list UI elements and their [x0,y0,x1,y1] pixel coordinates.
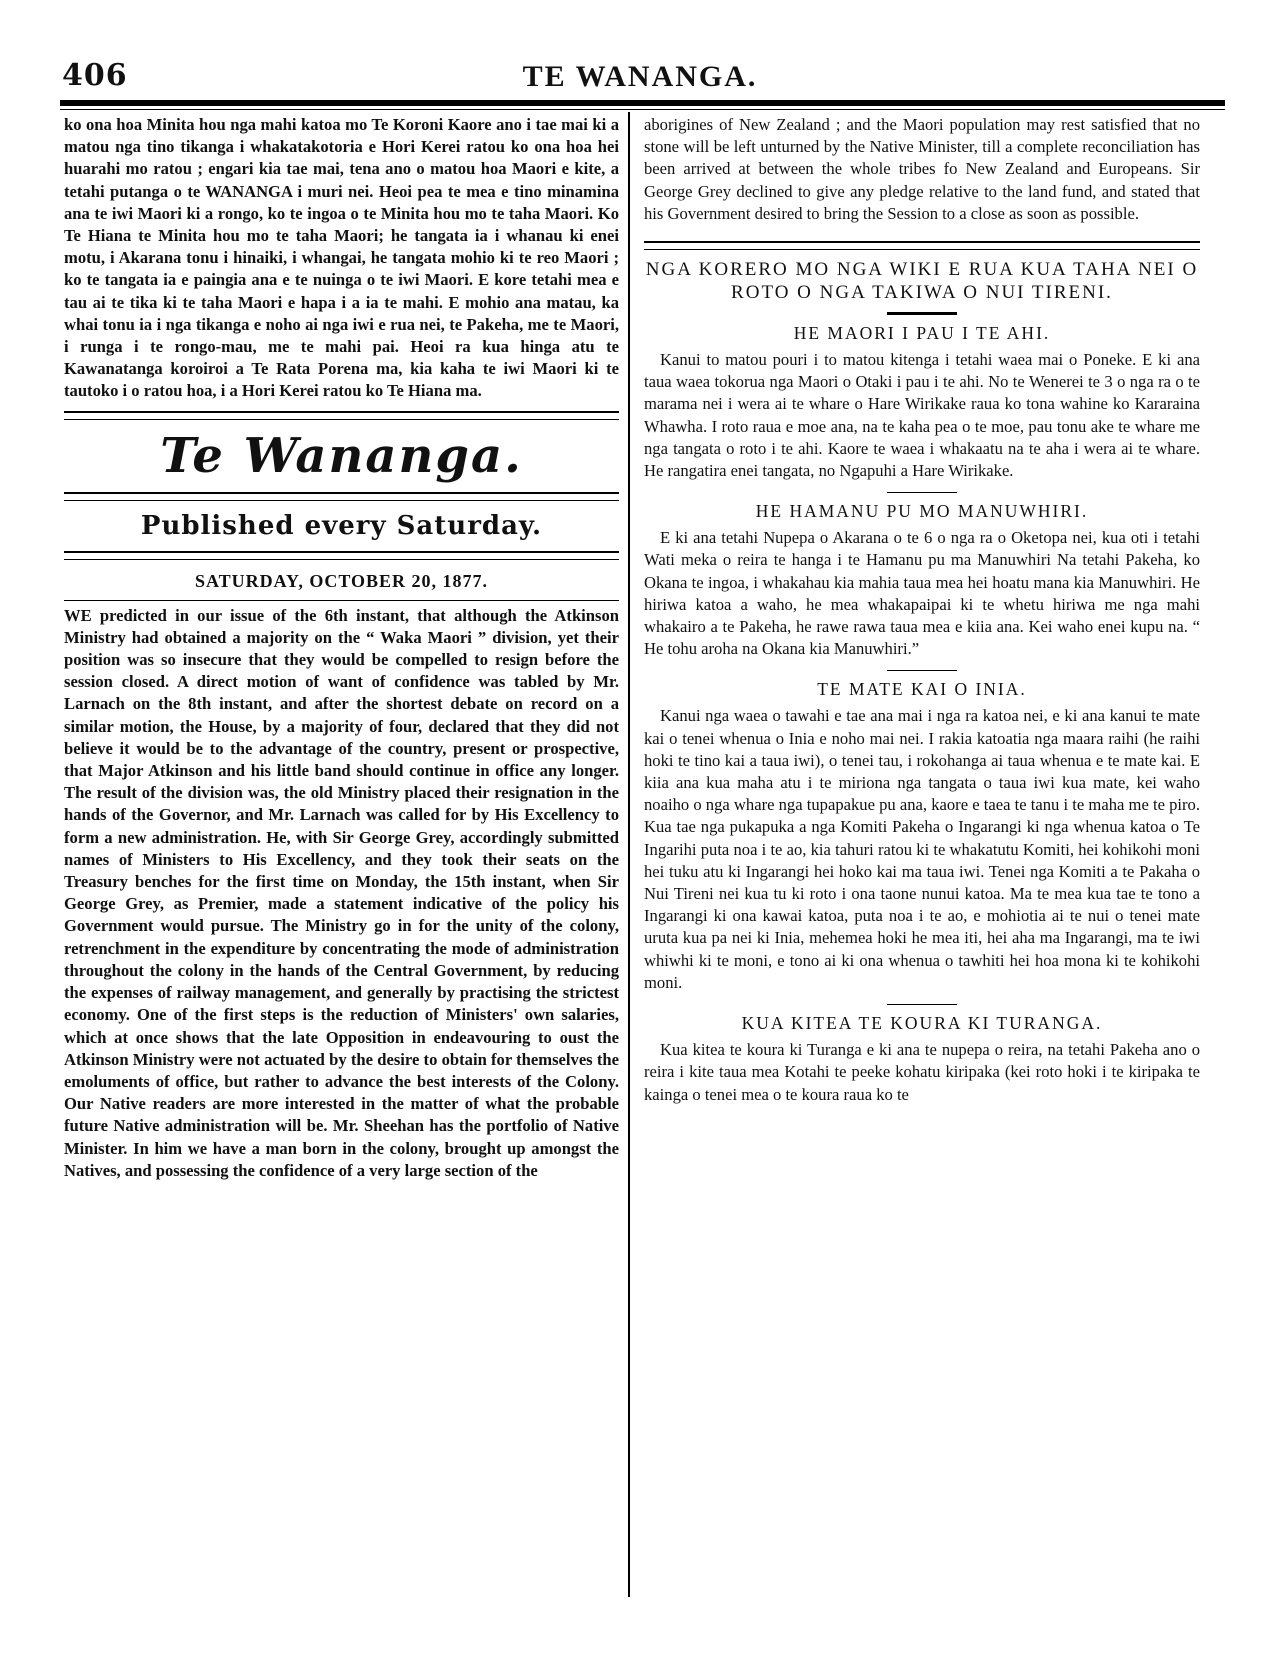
masthead-rule-top [64,411,619,420]
section-rule [644,241,1200,250]
article-heading: HE MAORI I PAU I TE AHI. [793,323,1051,344]
left-column [64,114,619,1182]
article-text: Kanui nga waea o tawahi e tae ana mai i nga ra katoa nei, e ki ana kanui te mate kai o tenei whenua o Inia e noho mai nei. I rakia katoatia nga maara raihi (he raihi hoki te tino kai a taua iwi), o tenei tau, i rokohanga ai taua whenua e te mate kai. E kiia ana kua maha atu i te miriona nga tangata o taua iwi kua mate, kei waho noaiho o nga whare nga tupapakue pu ana, kaore e taea te tanu i te maha me te piro. Kua tae nga pukapuka a nga Komiti Pakeha o Ingarangi ki nga whenua katoa o Te Ingarihi puta noa i te ao, kia tahuri ratou ki te whakatutu Komiti, hei kohikohi moni hei tuku atu ki Ingarangi hei hoko kai ma taua iwi. Tenei nga Komiti a te Pakaha o Nui Tireni nei kua tu ki roto i ona taone nunui katoa. Ma te mea kua tae te tono a Ingarangi ki ona kawai katoa, puta noa i te ao, e mohiotia ai te nui o tenei mate uruta kua pa nei ki Inia, mehemea hoki he mea iti, hei aha ma Ingarangi, ma te iwi whiwhi ki te moni, e tono ai ki ona whenua o tawhiti hei hoa mona ki te kohikohi moni. [644,706,1200,992]
continued-article-text: ko ona hoa Minita hou nga mahi katoa mo Te Koroni Kaore ano i tae mai ki a matou nga tino tikanga i whakatakotoria e Hori Kerei ratou ko ona hoa hei huarahi mo ratou ; engari kia tae mai, tena ano o matou hoa Maori e kite, a tetahi putanga o te WANANGA i muri nei. Heoi pea te mea e tino minamina ana te iwi Maori ki a rongo, ko te ingoa o te Minita hou mo te taha Maori. Ko Te Hiana te Minita hou mo te taha Maori; he tangata ia i whanau ki enei motu, i Akarana tonu i hinaiki, i whangai, he tangata mohio ki te reo Maori ; ko te tangata ia e paingia ana e te nuinga o te iwi Maori. E kore tetahi mea e tau ai te tika ki te taha Maori e hapa i a ia te mahi. E mohio ana matau, ka whai tonu ia i nga tikanga e noho ai nga iwi e rua nei, te Pakeha, me te Maori, i runga i te rongo-mau, me te mahi pai. Heoi ra kua hinga atu te Kawanatanga koroiroi a Te Rata Porena ma, kia kaha te iwi Maori ki te tautoko i o ratou hoa, i a Hori Kerei ratou ko Te Hiana ma. [64,115,619,401]
running-head-title: TE WANANGA. [522,60,758,93]
page-number: 406 [62,58,128,93]
article-text: Kanui to matou pouri i to matou kitenga i tetahi waea mai o Poneke. E ki ana taua waea tokorua nga Maori o Otaki i pau i te ahi. No te Wenerei te 3 o nga ra o te marama nei i wera ai te whare o Hare Wirikake raua ko tona wahine ko Kararaina Whawha. I roto raua e moe ana, na te kaha pea o te moe, pau tonu ake te whare me nga tangata o roto i te ahi. Kaore te waea i whakaatu na te aha i wera ai te whare. He rangatira enei tangata, no Ngapuhi a Hare Wirikake. [644,350,1200,481]
header-rule-thin [60,109,1225,110]
dateline-rule [64,600,619,601]
article-heading: HE HAMANU PU MO MANUWHIRI. [755,501,1089,522]
article-separator [887,492,957,493]
masthead-rule-middle [64,492,619,501]
article-india-famine [644,677,1200,994]
header-rule [60,100,1225,106]
masthead-rule-bottom [64,551,619,560]
article-separator [887,1004,957,1005]
continued-editorial-text: aborigines of New Zealand ; and the Maori population may rest satisfied that no stone will be left unturned by the Native Minister, till a complete reconciliation has been arrived at between the whole tribes fo New Zealand and Europeans. Sir George Grey declined to give any pledge relative to the land fund, and stated that his Government desired to bring the Session to a close as soon as possible. [644,115,1200,223]
news-section-title: NGA KORERO MO NGA WIKI E RUA KUA TAHA NEI O ROTO O NGA TAKIWA O NUI TIRENI. [645,259,1199,304]
editorial-text: WE predicted in our issue of the 6th instant, that although the Atkinson Ministry had obtained a majority on the “ Waka Maori ” division, yet their position was so insecure that they would be compelled to resign before the session closed. A direct motion of want of confidence was tabled by Mr. Larnach on the 8th instant, and after the shortest debate on record on a similar motion, the House, by a majority of four, declared that they did not believe it would be to the advantage of the country, present or prospective, that Major Atkinson and his little band should continue in office any longer. The result of the division was, the old Ministry placed their resignation in the hands of the Governor, and Mr. Larnach was called for by His Excellency to form a new administration. He, with Sir George Grey, accordingly submitted names of Ministers to His Excellency, and they took their seats on the Treasury benches for the first time on Monday, the 15th instant, when Sir George Grey, as Premier, made a statement indicative of the policy his Government would pursue. The Ministry go in for the unity of the colony, retrenchment in the expenditure by concentrating the mode of administration throughout the colony in the hands of the Central Government, by reducing the expenses of railway management, and generally by practising the strictest economy. One of the first steps is the reduction of Ministers' own salaries, which at once shows that the late Opposition in endeavouring to oust the Atkinson Ministry were not actuated by the desire to obtain for themselves the emoluments of office, but rather to advance the best interests of the Colony. Our Native readers are more interested in the matter of what the probable future Native administration will be. Mr. Sheehan has the portfolio of Native Minister. In him we have a man born in the colony, brought up amongst the Natives, and possessing the confidence of a very large section of the [64,605,619,1180]
article-heading: TE MATE KAI O INIA. [817,679,1027,700]
article-maori-fire [644,321,1200,482]
masthead-title: Te Wananga. [160,427,523,484]
article-separator [887,670,957,671]
issue-dateline: SATURDAY, OCTOBER 20, 1877. [194,570,489,591]
article-heading: KUA KITEA TE KOURA KI TURANGA. [741,1013,1103,1034]
article-text: E ki ana tetahi Nupepa o Akarana o te 6 o nga ra o Oketopa nei, kua oti i tetahi Wati meka o reira te hanga i te Hamanu pu ma Manuwhiri Na tetahi Pakeha, ko Okana te ingoa, i whakahau kia mahia taua mea hei hoatu mana kia Manuwhiri. He hiriwa katoa a waho, he mea whakapaipai ki te whetu hiriwa me nga mahi whakairo a te Pakeha, he rawe rawa taua mea e kiia ana. Kei waho enei kupu na. “ He tohu aroha na Okana kia Manuwhiri.” [644,528,1200,659]
section-short-rule [887,312,957,315]
article-hamanu [644,499,1200,660]
right-column [644,114,1200,1106]
article-gold-turanga [644,1011,1200,1106]
column-divider [628,112,630,1597]
article-text: Kua kitea te koura ki Turanga e ki ana te nupepa o reira, na tetahi Pakeha ano o reira i kite taua mea Kotahi te peeke kohatu kiripaka (kei roto hoki i te kiripaka te kainga o tenei mea o te koura raua ko te [644,1040,1200,1104]
published-line: Published every Saturday. [140,510,543,541]
